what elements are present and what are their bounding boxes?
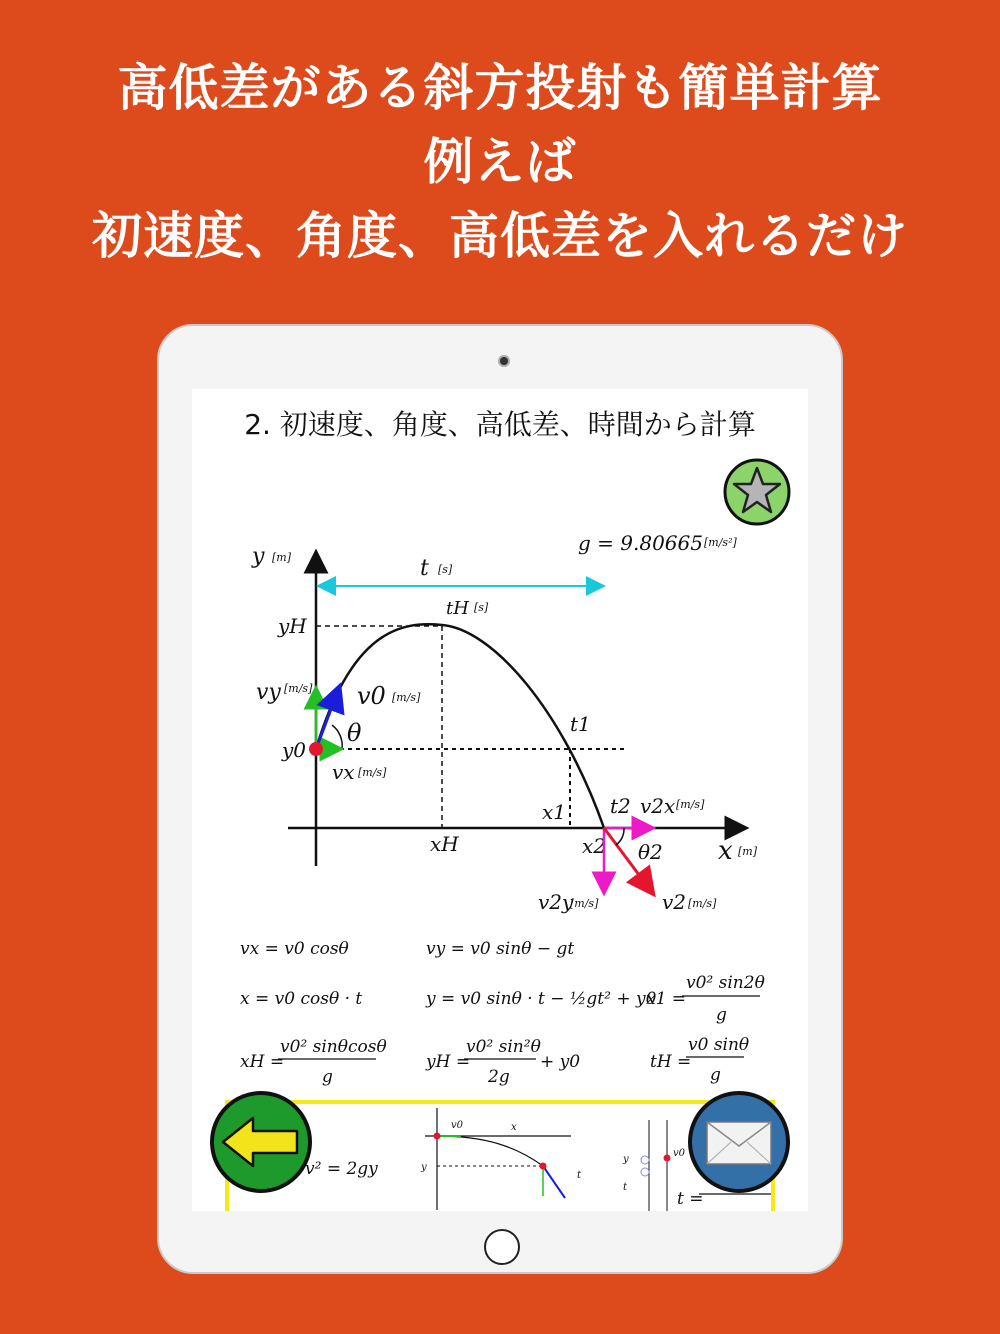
v2y-unit: [m/s] <box>570 897 599 910</box>
vy-unit: [m/s] <box>284 682 313 695</box>
formula-yH-lhs: yH = <box>426 1052 471 1072</box>
formula-y: y = v0 sinθ · t − ½gt² + y0 <box>426 989 657 1009</box>
t2-label: t2 <box>610 794 631 818</box>
formula-xH-den: g <box>322 1067 333 1087</box>
v2x-unit: [m/s] <box>676 798 705 811</box>
formula-yH-tail: + y0 <box>540 1052 581 1072</box>
formula-xH-num: v0² sinθcosθ <box>280 1037 387 1057</box>
gravity-unit: [m/s²] <box>704 536 737 549</box>
y-axis-label: y <box>252 544 265 569</box>
vx-unit: [m/s] <box>358 766 387 779</box>
projectile-diagram <box>192 529 808 919</box>
formula-x1-lhs: x1 = <box>646 989 687 1009</box>
v2y-label: v2y <box>538 890 574 914</box>
x2-label: x2 <box>582 834 607 858</box>
formula-x1-num: v0² sin2θ <box>686 973 765 993</box>
formula-yH-num: v0² sin²θ <box>466 1037 541 1057</box>
vy-label: vy <box>256 680 281 705</box>
x-axis-label: x <box>718 836 733 866</box>
favorite-button[interactable] <box>722 457 792 527</box>
mail-button[interactable] <box>687 1090 791 1194</box>
home-button[interactable] <box>484 1229 520 1265</box>
v0-label: v0 <box>357 682 386 710</box>
formula-x: x = v0 cosθ · t <box>240 989 363 1009</box>
mini2-v0-label: v0 <box>673 1148 686 1159</box>
mini1-y-label: y <box>421 1162 427 1173</box>
launch-point <box>309 742 323 756</box>
panel-formula-partial: v² = 2gy <box>305 1159 378 1179</box>
theta-label: θ <box>347 719 362 747</box>
v2x-label: v2x <box>640 794 676 818</box>
x-axis-unit: [m] <box>738 845 758 858</box>
app-screen <box>192 389 808 1211</box>
mini2-y-label: y <box>623 1154 629 1165</box>
tH-label: tH <box>446 598 469 619</box>
panel-t-partial: t = <box>677 1189 704 1209</box>
v0-vector <box>316 685 340 749</box>
xH-label: xH <box>430 832 459 856</box>
v2-label: v2 <box>662 890 687 914</box>
y0-label: y0 <box>282 738 307 762</box>
mini1-v0-label: v0 <box>451 1120 464 1131</box>
tH-unit: [s] <box>474 601 489 614</box>
gravity-value: g = 9.80665 <box>578 531 703 555</box>
formula-x1-den: g <box>716 1005 727 1025</box>
time-unit: [s] <box>438 563 453 576</box>
time-label: t <box>420 556 429 581</box>
formula-vx: vx = v0 cosθ <box>240 939 349 959</box>
headline-line-2: 例えば <box>423 133 577 191</box>
screen-title: 2. 初速度、角度、高低差、時間から計算 <box>244 408 756 441</box>
back-button[interactable] <box>209 1090 313 1194</box>
mini2-t-label: t <box>623 1182 628 1193</box>
v2-unit: [m/s] <box>688 897 717 910</box>
v0-unit: [m/s] <box>392 691 421 704</box>
formula-vy: vy = v0 sinθ − gt <box>426 939 575 959</box>
formula-tH-lhs: tH = <box>650 1052 692 1072</box>
camera-icon <box>498 355 510 367</box>
t1-label: t1 <box>570 712 591 736</box>
envelope-icon <box>707 1122 771 1164</box>
formula-yH-den: 2g <box>488 1067 510 1087</box>
headline-line-1: 高低差がある斜方投射も簡単計算 <box>117 59 883 117</box>
vx-label: vx <box>332 760 355 784</box>
formula-tH-den: g <box>710 1065 721 1085</box>
x1-label: x1 <box>542 800 567 824</box>
theta2-label: θ2 <box>638 840 663 864</box>
formula-list <box>192 924 808 1089</box>
y-axis-unit: [m] <box>272 551 292 564</box>
formula-tH-num: v0 sinθ <box>688 1035 750 1055</box>
mini1-t-label: t <box>577 1170 582 1181</box>
yH-label: yH <box>278 614 307 638</box>
headline-line-3: 初速度、角度、高低差を入れるだけ <box>92 207 908 265</box>
formula-xH-lhs: xH = <box>240 1052 285 1072</box>
mini1-x-label: x <box>511 1122 517 1133</box>
